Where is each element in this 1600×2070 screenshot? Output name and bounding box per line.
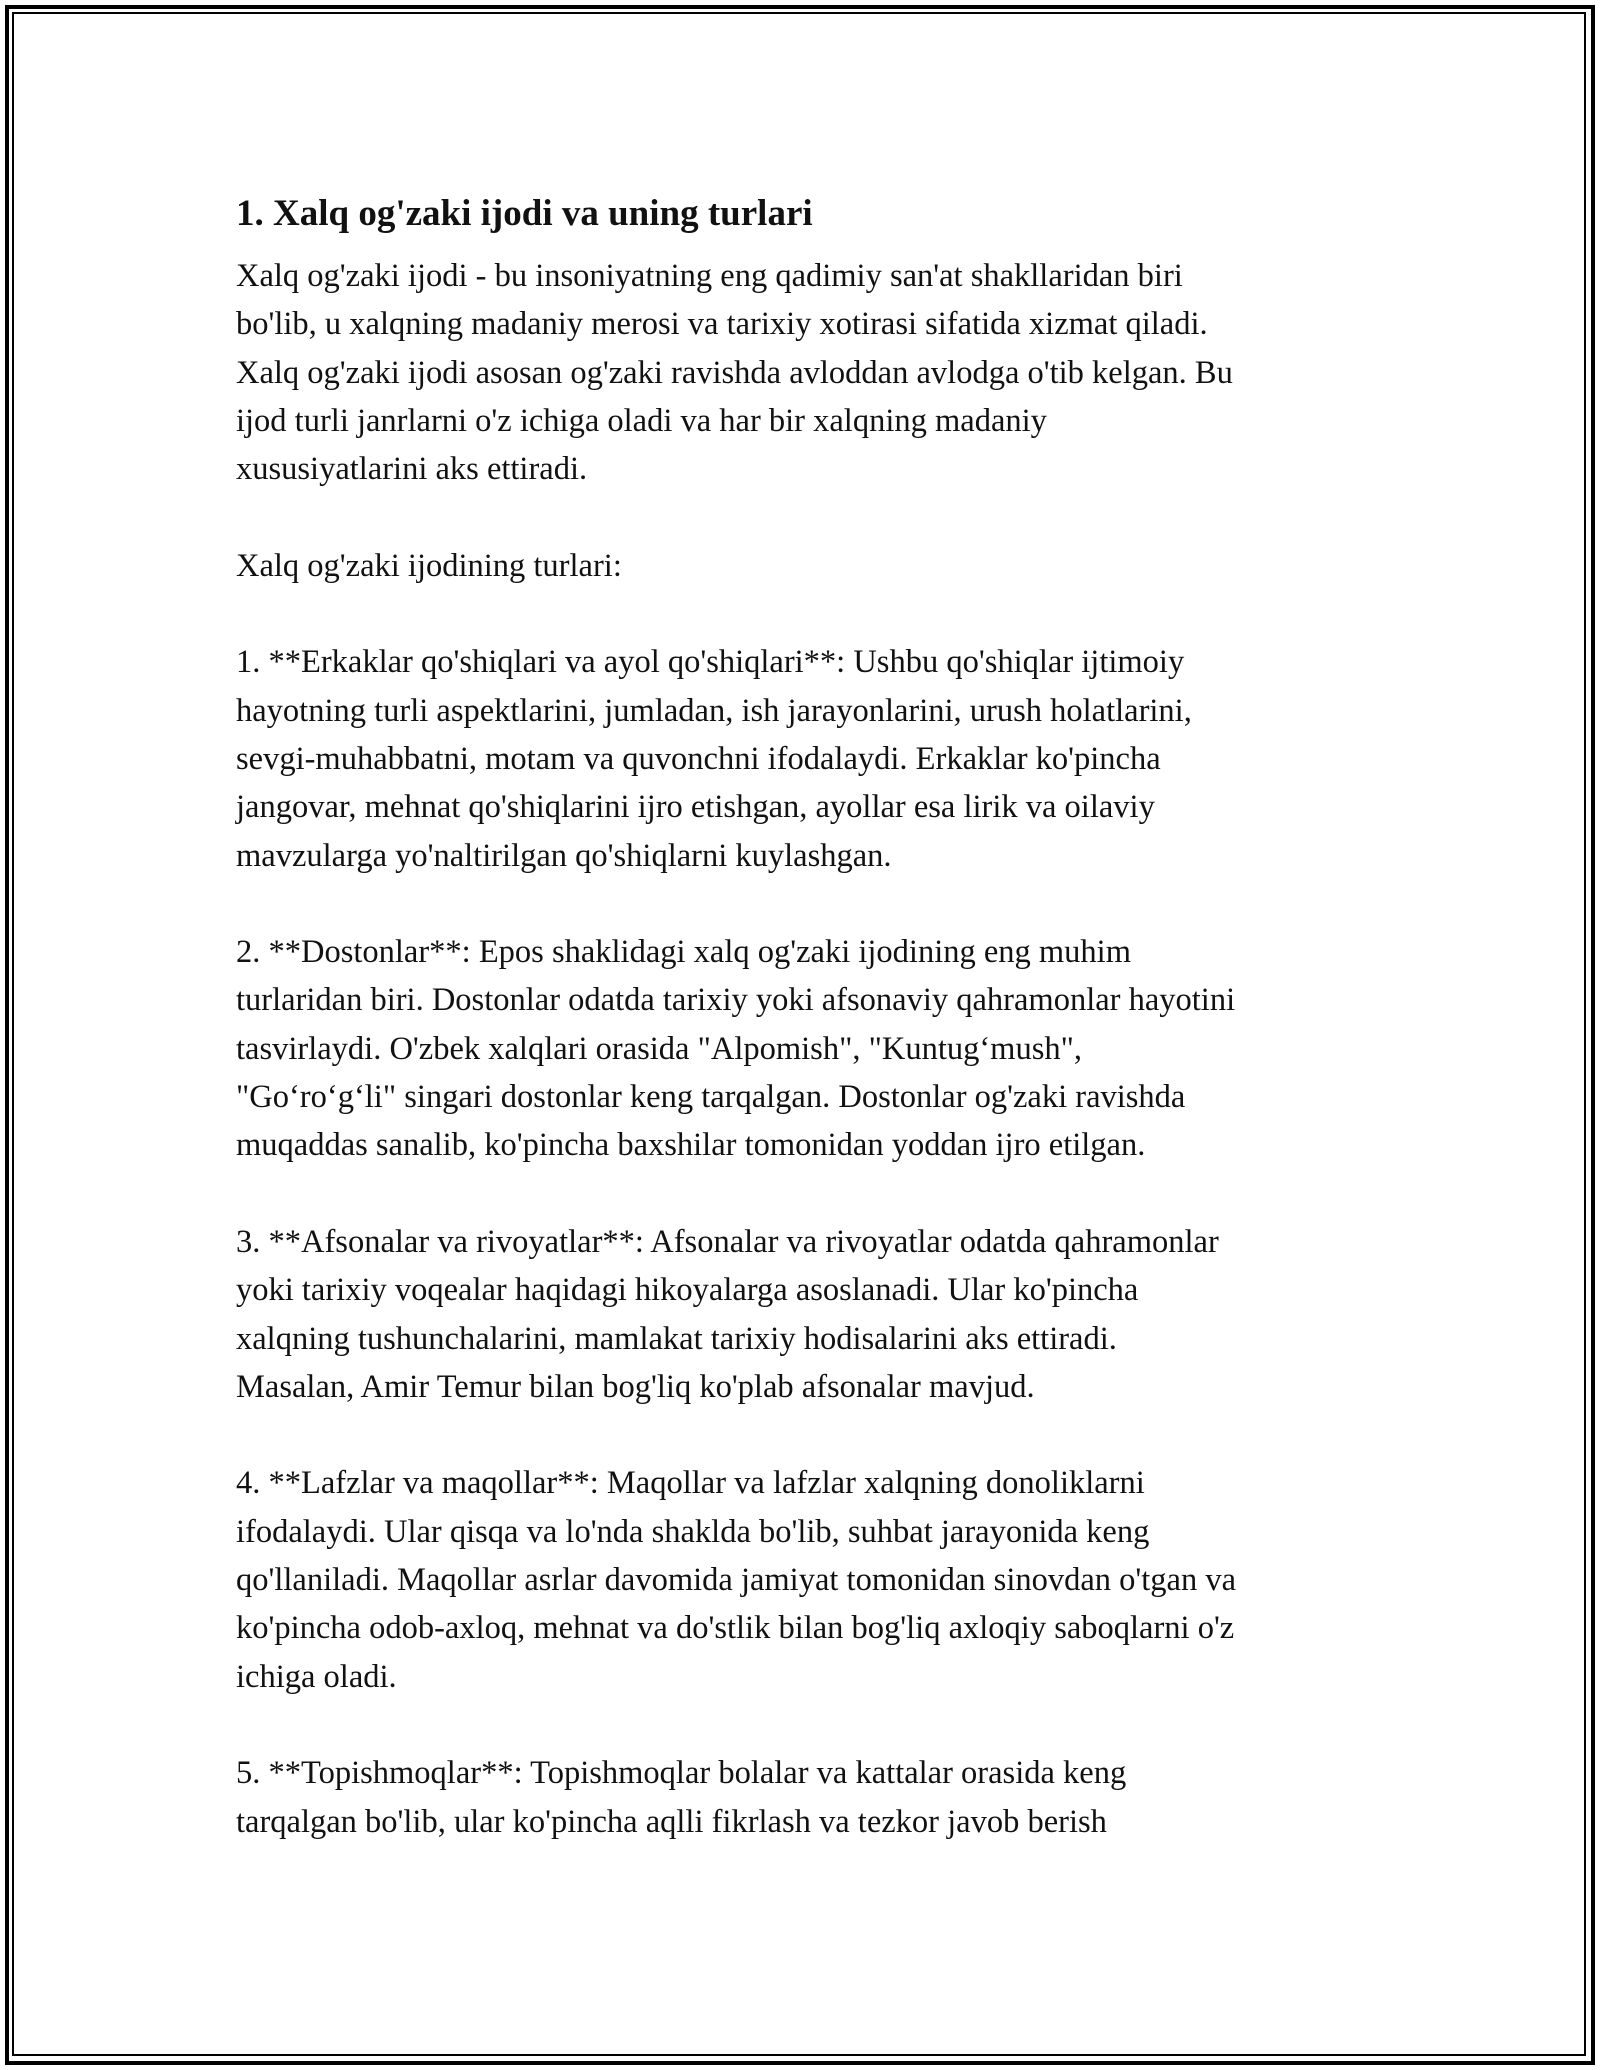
document-body bbox=[236, 186, 1376, 1894]
text-line: 2. **Dostonlar**: Epos shaklidagi xalq og'zaki ijodining eng muhim bbox=[236, 934, 1131, 971]
paragraph-types-heading bbox=[236, 542, 1376, 590]
text-line: 1. **Erkaklar qo'shiqlari va ayol qo'shiqlari**: Ushbu qo'shiqlar ijtimoiy bbox=[236, 644, 1185, 681]
list-item-5 bbox=[236, 1749, 1376, 1846]
text-line: 3. **Afsonalar va rivoyatlar**: Afsonalar va rivoyatlar odatda qahramonlar bbox=[236, 1223, 1219, 1260]
text-line: xalqning tushunchalarini, mamlakat tarixiy hodisalarini aks ettiradi. bbox=[236, 1320, 1117, 1357]
list-item-3 bbox=[236, 1218, 1376, 1411]
text-line: 4. **Lafzlar va maqollar**: Maqollar va lafzlar xalqning donoliklarni bbox=[236, 1465, 1145, 1502]
text-line: bo'lib, u xalqning madaniy merosi va tarixiy xotirasi sifatida xizmat qiladi. bbox=[236, 306, 1208, 343]
text-line: tasvirlaydi. O'zbek xalqlari orasida "Alpomish", "Kuntug‘mush", bbox=[236, 1030, 1082, 1067]
text-line: qo'llaniladi. Maqollar asrlar davomida jamiyat tomonidan sinovdan o'tgan va bbox=[236, 1562, 1237, 1599]
text-line: ijod turli janrlarni o'z ichiga oladi va har bir xalqning madaniy bbox=[236, 402, 1047, 439]
text-line: turlaridan biri. Dostonlar odatda tarixiy yoki afsonaviy qahramonlar hayotini bbox=[236, 982, 1236, 1019]
text-line: Masalan, Amir Temur bilan bog'liq ko'plab afsonalar mavjud. bbox=[236, 1368, 1035, 1405]
list-item-2 bbox=[236, 928, 1376, 1169]
text-line: muqaddas sanalib, ko'pincha baxshilar tomonidan yoddan ijro etilgan. bbox=[236, 1127, 1146, 1164]
text-line: ifodalaydi. Ular qisqa va lo'nda shakldа bo'lib, suhbat jarayonida keng bbox=[236, 1513, 1150, 1550]
text-line: "Go‘ro‘g‘li" singari dostonlar keng tarqalgan. Dostonlar og'zaki ravishda bbox=[236, 1079, 1186, 1116]
text-line: ko'pincha odob-axloq, mehnat va do'stlik bilan bog'liq axloqiy saboqlarni o'z bbox=[236, 1610, 1235, 1647]
text-line: yoki tarixiy voqealar haqidagi hikoyalarga asoslanadi. Ular ko'pincha bbox=[236, 1272, 1139, 1309]
text-line: xususiyatlarini aks ettiradi. bbox=[236, 451, 588, 488]
section-title: 1. Xalq og'zaki ijodi va uning turlari bbox=[236, 193, 813, 234]
text-line: 5. **Topishmoqlar**: Topishmoqlar bolalar va kattalar orasida keng bbox=[236, 1755, 1127, 1792]
text-line: Xalq og'zaki ijodining turlari: bbox=[236, 547, 622, 584]
text-line: Xalq og'zaki ijodi asosan og'zaki ravishda avloddan avlodga o'tib kelgan. Bu bbox=[236, 354, 1233, 391]
text-line: ichiga oladi. bbox=[236, 1658, 397, 1695]
list-item-4 bbox=[236, 1459, 1376, 1700]
text-line: Xalq og'zaki ijodi - bu insoniyatning eng qadimiy san'at shakllaridan biri bbox=[236, 258, 1183, 294]
text-line: sevgi-muhabbatni, motam va quvonchni ifodalaydi. Erkaklar ko'pincha bbox=[236, 740, 1161, 777]
text-line: mavzularga yo'naltirilgan qo'shiqlarni kuylashgan. bbox=[236, 837, 892, 874]
paragraph-intro bbox=[236, 252, 1376, 493]
list-item-1 bbox=[236, 638, 1376, 879]
text-line: hayotning turli aspektlarini, jumladan, ish jarayonlarini, urush holatlarini, bbox=[236, 692, 1192, 729]
text-line: tarqalgan bo'lib, ular ko'pincha aqlli fikrlash va tezkor javob berish bbox=[236, 1803, 1107, 1840]
text-line: jangovar, mehnat qo'shiqlarini ijro etishgan, ayollar esa lirik va oilaviy bbox=[236, 789, 1155, 826]
